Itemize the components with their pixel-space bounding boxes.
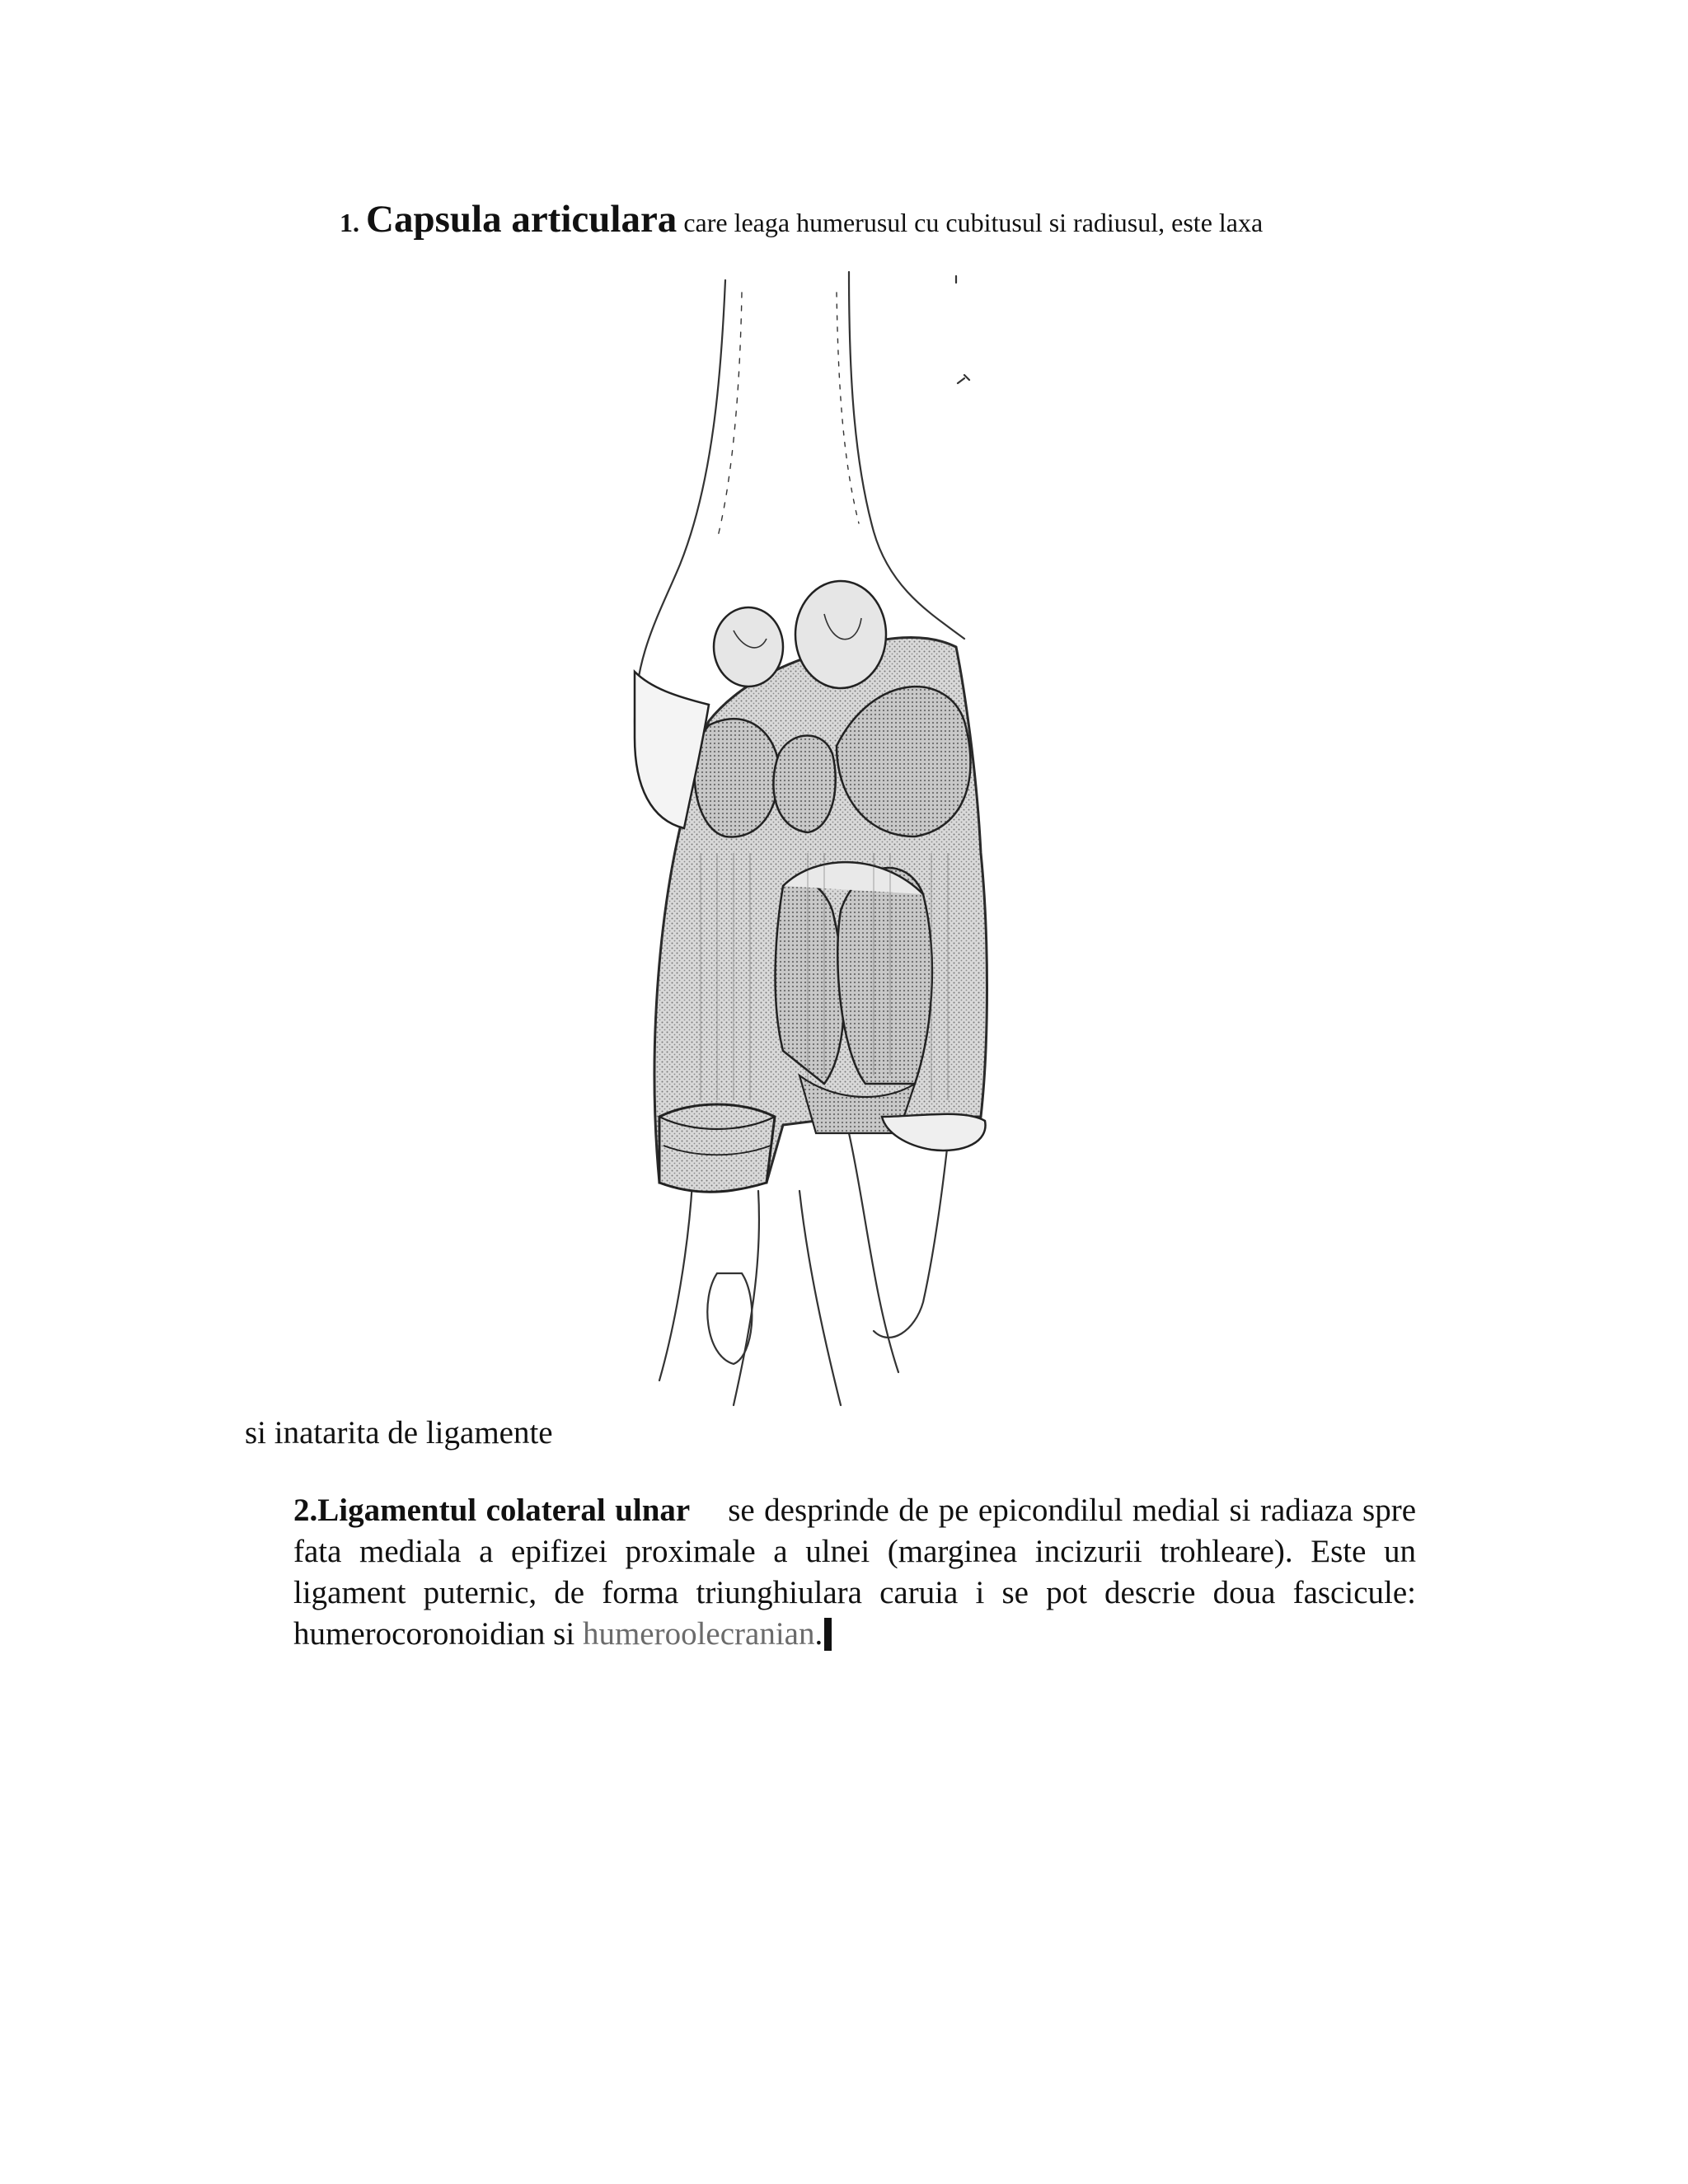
section-1-text: care leaga humerusul cu cubitusul si radiusul, este laxa: [683, 208, 1264, 237]
section-2-title: 2.Ligamentul colateral ulnar: [293, 1493, 691, 1528]
section-1-number: 1.: [340, 208, 359, 237]
section-2-paragraph: [293, 1490, 1416, 1655]
section-1-paragraph: [340, 194, 1263, 247]
elbow-joint-capsule-icon: [602, 260, 1063, 1413]
section-2-end: .: [814, 1616, 823, 1652]
text-cursor-icon: [824, 1618, 832, 1651]
continuation-text: si inatarita de ligamente: [245, 1415, 553, 1451]
section-2-highlight: humeroolecranian: [582, 1616, 815, 1652]
elbow-joint-illustration: [602, 260, 1063, 1413]
section-1-title: Capsula articulara: [366, 198, 678, 241]
section-2-text: se desprinde de pe epicondilul medial si radiaza spre fata mediala a epifizei proximale a ulnei (marginea incizurii trohleare). Este un ligament puternic, de forma triunghiulara caruia i se pot descrie doua fascicule: humerocoronoidian si: [293, 1493, 1417, 1652]
